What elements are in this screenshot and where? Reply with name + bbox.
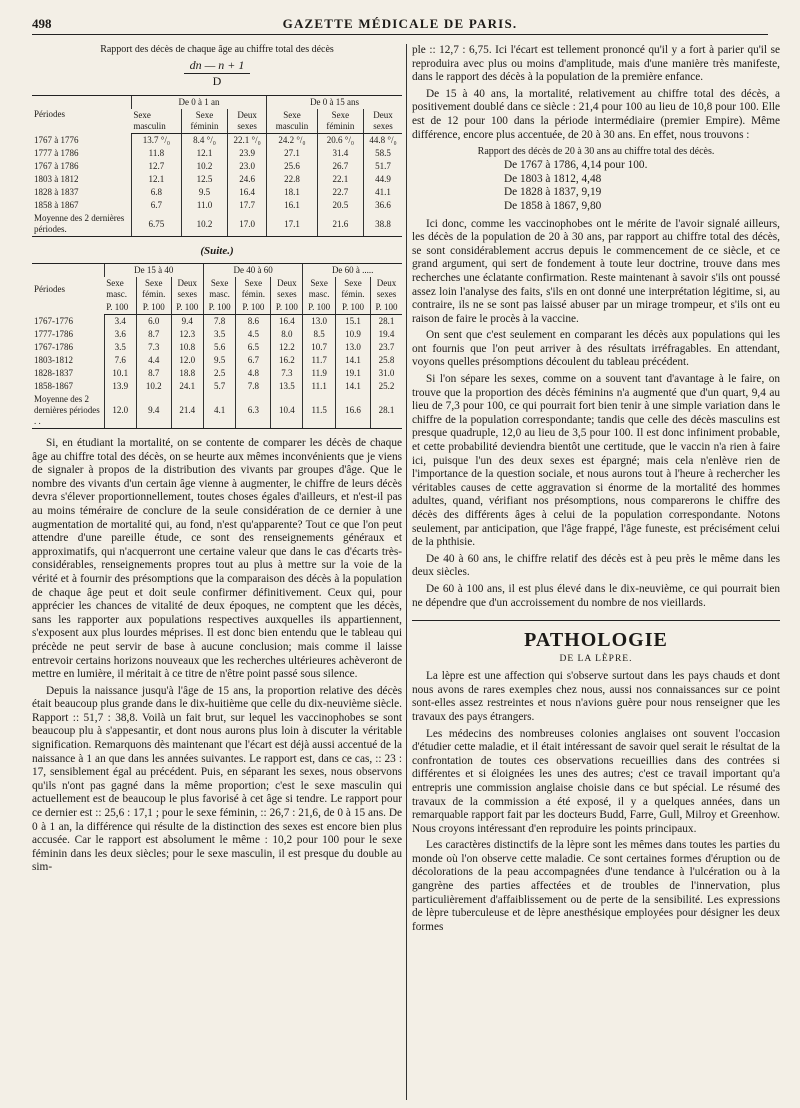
ratio-row: De 1803 à 1812, 4,48 <box>504 172 602 185</box>
value-cell: 3.4 <box>104 315 136 329</box>
table1-subheader: Sexe masculin <box>131 109 181 134</box>
table1-periodes-header: Périodes <box>32 96 131 134</box>
value-cell: 4.5 <box>236 328 271 341</box>
value-cell: 22.7 <box>317 186 363 199</box>
value-cell: 17.7 <box>228 199 267 212</box>
period-cell: 1767-1776 <box>34 315 73 326</box>
unit-label: P. 100 <box>303 301 336 315</box>
value-cell: 11.5 <box>303 393 336 429</box>
table2-subheader: Sexe fémin. <box>136 277 171 301</box>
value-cell: 4.1 <box>203 393 236 429</box>
value-cell: 28.1 <box>370 393 402 429</box>
value-cell: 14.1 <box>335 354 370 367</box>
value-cell: 12.7 <box>131 160 181 173</box>
value-cell: 44.9 <box>363 173 402 186</box>
table2-subheader: Sexe masc. <box>106 278 127 299</box>
value-cell: 8.7 <box>136 367 171 380</box>
value-cell: 36.6 <box>363 199 402 212</box>
value-cell: 13.7 °/₀ <box>131 134 181 148</box>
page-number: 498 <box>32 16 52 31</box>
period-cell: Moyenne des 2 dernières périodes . . <box>32 393 104 429</box>
table-row <box>32 380 402 393</box>
formula-numerator: dn — n + 1 <box>184 58 251 74</box>
table1-subheader: Sexe féminin <box>181 109 227 134</box>
value-cell: 12.2 <box>271 341 303 354</box>
value-cell: 16.2 <box>271 354 303 367</box>
table1-caption: Rapport des décès de chaque âge au chiffre total des décès <box>100 44 334 55</box>
table2-group-header: De 15 à 40 <box>104 264 203 278</box>
value-cell: 10.4 <box>271 393 303 429</box>
value-cell: 19.1 <box>335 367 370 380</box>
value-cell: 23.9 <box>228 147 267 160</box>
table1-group-header: De 0 à 15 ans <box>267 96 402 110</box>
value-cell: 11.0 <box>181 199 227 212</box>
left-article-text <box>32 437 402 875</box>
value-cell: 41.1 <box>363 186 402 199</box>
value-cell: 8.4 °/₀ <box>181 134 227 148</box>
paragraph: Si l'on sépare les sexes, comme on a souvent tant d'avantage à le faire, on trouve que la proportion des décès féminins n'a augmenté que d'un quart, 9,4 au lieu de 7,3 pour 100, ce qui pourrait fort bien tenir à une simple variation dans le chiffre de la population correspondante; tandis que celle des décès masculins est presque quadruple, 12,0 au lieu de 3,5 pour 100. Il est donc infiniment probable, et cette probabilité deviendra bientôt une certitude, que le vaccin n'a rien à faire ici, puisque l'un des deux sexes est épargné; mais cela n'enlève rien de l'importance de la question sociale, et nous aurons tout à l'heure à rechercher les véritables causes de cette aggravation si énorme de la mortalité des hommes adultes, quand, vérifiant nos présomptions, nous comparerons le chiffre des décès des différents âges à celui de la population correspondante. Notons seulement, par anticipation, que l'âge frappé, l'âge funeste, est précisément celui de la phthisie. <box>412 373 780 549</box>
period-cell: 1803-1812 <box>34 355 73 365</box>
ratio-row: De 1858 à 1867, 9,80 <box>504 199 602 212</box>
value-cell: 51.7 <box>363 160 402 173</box>
value-cell: 16.4 <box>228 186 267 199</box>
mortality-table-15-plus <box>32 263 402 429</box>
value-cell: 3.6 <box>104 328 136 341</box>
paragraph: Si, en étudiant la mortalité, on se contente de comparer les décès de chaque âge au chiffre total des décès, on se heurte aux mêmes inconvénients que je viens de signaler à propos de la distribution des vivants par groupes d'âge. Que le nombre des vivants d'un certain âge vienne à augmenter, le chiffre de leurs décès devra s'élever proportionnellement, toutes choses égales d'ailleurs, et n'est-il pas au moins téméraire de conclure de la seule considération de ce dernier à une augmentation de mortalité qui, au fond, n'est qu'apparente? Tout ce que l'on peut attendre d'une pareille étude, ce sont des renseignements généraux et approximatifs, qui n'acquerront une certaine valeur que dans le cas d'écarts très-considérables, renseignements propres tout au plus à mettre sur la voie de la vérité et à fournir des présomptions que la comparaison des décès à la population de chaque âge peut et doit seule confirmer définitivement. Ceux qui, pour apprécier les chances de vitalité de deux époques, ne comptent que les décès, sans les rapporter aux populations respectives auxquelles ils appartiennent, s'exposent aux plus lourdes méprises. Il est donc bien entendu que le tableau qui précède ne peut servir de base à aucune conclusion; mais comme il laisse entrevoir certains horizons nouveaux que les recherches ultérieures achèveront de mettre en lumière, il méritait à ce titre de n'être point passé sous silence. <box>32 437 402 681</box>
period-cell: 1828 à 1837 <box>34 187 79 197</box>
value-cell: 12.3 <box>171 328 203 341</box>
value-cell: 19.4 <box>370 328 402 341</box>
period-cell: 1767 à 1776 <box>34 134 79 145</box>
table2-suite-label: (Suite.) <box>200 245 234 257</box>
column-divider <box>406 44 407 1100</box>
paragraph: On sent que c'est seulement en comparant les décès aux populations qui les ont fournis que l'on peut arriver à des résultats irréfragables. En attendant, voyons quelles présomptions découlent du tableau précédent. <box>412 329 780 369</box>
value-cell: 22.1 <box>317 173 363 186</box>
period-cell: 1777 à 1786 <box>34 148 79 158</box>
value-cell: 5.7 <box>203 380 236 393</box>
table2-group-header: De 40 à 60 <box>203 264 303 278</box>
value-cell: 10.2 <box>181 160 227 173</box>
table2-subheader: Deux sexes <box>271 277 303 301</box>
table-row <box>32 173 402 186</box>
table1-subheader: Deux sexes <box>228 109 267 134</box>
value-cell: 21.6 <box>317 212 363 237</box>
unit-label: P. 100 <box>370 301 402 315</box>
table1-subheader: Sexe féminin <box>317 109 363 134</box>
value-cell: 12.5 <box>181 173 227 186</box>
value-cell: 7.8 <box>203 315 236 329</box>
value-cell: 4.4 <box>136 354 171 367</box>
table2-subheader: Sexe masc. <box>303 277 336 301</box>
period-cell: 1767 à 1786 <box>34 161 79 171</box>
value-cell: 10.2 <box>136 380 171 393</box>
value-cell: 3.5 <box>203 328 236 341</box>
value-cell: 6.75 <box>131 212 181 237</box>
value-cell: 24.1 <box>171 380 203 393</box>
paragraph: De 15 à 40 ans, la mortalité, relativement au chiffre total des décès, a positivement doublé dans ce siècle : 21,4 pour 100 au lieu de 10,8 pour 100. Elle est de 12 pour 100 dans la période intermédiaire (premier Empire). Même différence, encore plus accentuée, de 20 à 30 ans. En effet, nous trouvons : <box>412 87 780 141</box>
value-cell: 6.7 <box>131 199 181 212</box>
table1-group-header: De 0 à 1 an <box>131 96 266 110</box>
value-cell: 15.1 <box>335 315 370 329</box>
value-cell: 7.8 <box>236 380 271 393</box>
period-cell: 1803 à 1812 <box>34 174 79 184</box>
table-row <box>32 160 402 173</box>
value-cell: 11.8 <box>131 147 181 160</box>
table2-subheader: Deux sexes <box>370 277 402 301</box>
unit-label: P. 100 <box>203 301 236 315</box>
mortality-table-0-15 <box>32 95 402 237</box>
ratio-row: De 1767 à 1786, 4,14 pour 100. <box>504 159 648 172</box>
unit-label: P. 100 <box>136 301 171 315</box>
table1-formula <box>32 58 402 89</box>
value-cell: 23.0 <box>228 160 267 173</box>
table-row <box>32 341 402 354</box>
value-cell: 6.3 <box>236 393 271 429</box>
value-cell: 24.6 <box>228 173 267 186</box>
value-cell: 22.1 °/₀ <box>228 134 267 148</box>
section-subtitle: DE LA LÈPRE. <box>559 654 633 665</box>
section-title: PATHOLOGIE <box>524 629 668 652</box>
unit-label: P. 100 <box>236 301 271 315</box>
value-cell: 10.1 <box>104 367 136 380</box>
table-row <box>32 147 402 160</box>
value-cell: 7.6 <box>104 354 136 367</box>
value-cell: 10.7 <box>303 341 336 354</box>
value-cell: 14.1 <box>335 380 370 393</box>
table-row <box>32 315 402 329</box>
table2-group-header: De 60 à ..... <box>303 264 402 278</box>
page-header <box>32 14 768 35</box>
value-cell: 16.6 <box>335 393 370 429</box>
table-row <box>32 199 402 212</box>
value-cell: 3.5 <box>104 341 136 354</box>
value-cell: 10.2 <box>181 212 227 237</box>
value-cell: 31.0 <box>370 367 402 380</box>
table-row <box>32 393 402 429</box>
paragraph: Depuis la naissance jusqu'à l'âge de 15 ans, la proportion relative des décès était beaucoup plus grande dans le dix-huitième que celle du dix-neuvième siècle. Rapport :: 51,7 : 38,8. Voilà un fait brut, sur lequel les vaccinophobes se sont beaucoup plu à s'appesantir, et dont nous aurons plus loin à discuter la véritable signification. Remarquons dès maintenant que l'écart est déjà aussi accentué de la naissance à 1 an que dans les années suivantes. Le rapport est, dans ce cas, :: 23 : 17, sensiblement égal au précédent. Puis, en séparant les sexes, nous observons qu'ils n'ont pas gagné dans la même proportion; c'est le sexe masculin qui actuellement est de beaucoup le plus favorisé à cet âge si tendre. Le rapport pour ce dernier est :: 25,6 : 17,1 ; pour le sexe féminin, :: 26,7 : 21,6, de 0 à 15 ans. De 0 à 1 an, la différence qui résulte de la distinction des sexes est encore bien plus accusée. Car le rapport est absolument le même : 10,2 pour 100 pour le sexe féminin dans les deux siècles; pour le sexe masculin, il est presque du double au sim- <box>32 684 402 874</box>
value-cell: 13.9 <box>104 380 136 393</box>
unit-label: P. 100 <box>171 301 203 315</box>
table-row <box>32 354 402 367</box>
value-cell: 9.4 <box>136 393 171 429</box>
value-cell: 20.6 °/₀ <box>317 134 363 148</box>
value-cell: 7.3 <box>271 367 303 380</box>
journal-title: GAZETTE MÉDICALE DE PARIS. <box>282 16 518 31</box>
value-cell: 12.1 <box>181 147 227 160</box>
value-cell: 17.1 <box>267 212 318 237</box>
value-cell: 6.8 <box>131 186 181 199</box>
value-cell: 25.2 <box>370 380 402 393</box>
value-cell: 10.8 <box>171 341 203 354</box>
period-cell: Moyenne des 2 dernières périodes. <box>32 212 131 237</box>
value-cell: 16.1 <box>267 199 318 212</box>
value-cell: 10.9 <box>335 328 370 341</box>
value-cell: 6.7 <box>236 354 271 367</box>
paragraph: Les médecins des nombreuses colonies anglaises ont souvent l'occasion d'étudier cette maladie, et il était intéressant de savoir quel serait le résultat de la confrontation de toutes ces observations recueillies dans des contrées si différentes et si éloignées les unes des autres; c'est ce travail important qu'a entrepris une commission anglaise choisie dans ce but spécial. Le résumé des travaux de la commission a été exposé, il y a quelques années, dans un remarquable rapport fait par les docteurs Budd, Farre, Gull, Milroy et Greenhow. Nous croyons intéressant d'en reproduire les points principaux. <box>412 727 780 835</box>
period-cell: 1828-1837 <box>34 368 73 378</box>
value-cell: 31.4 <box>317 147 363 160</box>
value-cell: 26.7 <box>317 160 363 173</box>
table-row <box>32 134 402 148</box>
table-row <box>32 367 402 380</box>
value-cell: 22.8 <box>267 173 318 186</box>
table2-subheader: Sexe masc. <box>203 277 236 301</box>
period-cell: 1858 à 1867 <box>34 200 79 210</box>
value-cell: 21.4 <box>171 393 203 429</box>
paragraph: De 40 à 60 ans, le chiffre relatif des décès est à peu près le même dans les deux siècles. <box>412 552 780 579</box>
table2-subheader: Sexe fémin. <box>236 277 271 301</box>
unit-label: P. 100 <box>104 301 136 315</box>
table-row <box>32 186 402 199</box>
table-row <box>32 212 402 237</box>
value-cell: 25.8 <box>370 354 402 367</box>
period-cell: 1767-1786 <box>34 342 73 352</box>
value-cell: 13.0 <box>303 315 336 329</box>
value-cell: 9.5 <box>203 354 236 367</box>
value-cell: 13.5 <box>271 380 303 393</box>
value-cell: 9.5 <box>181 186 227 199</box>
value-cell: 5.6 <box>203 341 236 354</box>
table-row <box>32 328 402 341</box>
value-cell: 20.5 <box>317 199 363 212</box>
value-cell: 28.1 <box>370 315 402 329</box>
value-cell: 24.2 °/₀ <box>267 134 318 148</box>
paragraph: La lèpre est une affection qui s'observe surtout dans les pays chauds et dont nous avons de rares exemples chez nous, aussi nos connaissances sur ce point sont-elles assez restreintes et nous n'avions guère pour nous renseigner que les travaux des pays étrangers. <box>412 670 780 723</box>
unit-label: P. 100 <box>335 301 370 315</box>
value-cell: 11.1 <box>303 380 336 393</box>
value-cell: 25.6 <box>267 160 318 173</box>
value-cell: 23.7 <box>370 341 402 354</box>
table1-subheader: Sexe masculin <box>267 109 318 134</box>
value-cell: 8.6 <box>236 315 271 329</box>
value-cell: 6.5 <box>236 341 271 354</box>
value-cell: 16.4 <box>271 315 303 329</box>
table2-subheader: Sexe fémin. <box>335 277 370 301</box>
value-cell: 17.0 <box>228 212 267 237</box>
paragraph: De 60 à 100 ans, il est plus élevé dans le dix-neuvième, ce qui pourrait bien ne dépendre que d'un accroissement du nombre de nos vieillards. <box>412 582 780 609</box>
table1-subheader: Deux sexes <box>363 109 402 134</box>
value-cell: 38.8 <box>363 212 402 237</box>
formula-denominator: D <box>212 74 222 88</box>
value-cell: 2.5 <box>203 367 236 380</box>
paragraph: ple :: 12,7 : 6,75. Ici l'écart est tellement prononcé qu'il y a fort à parier qu'il se reproduira avec plus ou moins d'amplitude, mais d'une manière très manifeste, dans le rapport des décès à la population de la première enfance. <box>412 44 780 84</box>
unit-label: P. 100 <box>271 301 303 315</box>
value-cell: 7.3 <box>136 341 171 354</box>
value-cell: 8.5 <box>303 328 336 341</box>
value-cell: 4.8 <box>236 367 271 380</box>
value-cell: 12.0 <box>171 354 203 367</box>
right-column <box>412 44 780 1100</box>
value-cell: 8.7 <box>136 328 171 341</box>
value-cell: 13.0 <box>335 341 370 354</box>
value-cell: 44.8 °/₀ <box>363 134 402 148</box>
pathologie-section <box>412 620 780 664</box>
table2-periodes-header: Périodes <box>32 264 104 315</box>
value-cell: 18.1 <box>267 186 318 199</box>
value-cell: 9.4 <box>171 315 203 329</box>
value-cell: 8.0 <box>271 328 303 341</box>
value-cell: 6.0 <box>136 315 171 329</box>
left-column <box>32 44 402 1100</box>
table2-subheader: Deux sexes <box>171 277 203 301</box>
value-cell: 12.1 <box>131 173 181 186</box>
ratio-row: De 1828 à 1837, 9,19 <box>504 186 602 199</box>
value-cell: 11.7 <box>303 354 336 367</box>
value-cell: 18.8 <box>171 367 203 380</box>
period-cell: 1858-1867 <box>34 381 73 391</box>
period-cell: 1777-1786 <box>34 329 73 339</box>
value-cell: 58.5 <box>363 147 402 160</box>
ratio-20-30-caption: Rapport des décès de 20 à 30 ans au chiffre total des décès. <box>477 146 715 158</box>
paragraph: Ici donc, comme les vaccinophobes ont le mérite de l'avoir signalé ailleurs, les décès de la population de 20 à 30 ans, par rapport au chiffre total des décès, se sont considérablement accrus depuis le commencement de ce siècle, et ce grand argument, qui sert de fondement à toute leur doctrine, trouve dans mes recherches une éclatante confirmation. Reste maintenant à savoir s'ils ont poussé assez loin l'analyse des faits, s'ils en ont donné une interprétation légitime, si, au contraire, ils ne se sont pas laissé abuser par un mirage trompeur, et s'ils ont eu raison de faire le procès à la vaccine. <box>412 217 780 325</box>
value-cell: 11.9 <box>303 367 336 380</box>
paragraph: Les caractères distinctifs de la lèpre sont les mêmes dans toutes les parties du monde où l'on observe cette maladie. Ce sont certaines formes d'éruption ou de décolorations de la peau accompagnées d'une tendance à l'ulcération ou à la gangrène des parties affectées et de troubles de l'innervation, plus particulièrement d'affaiblissement ou de perte de la sensibilité. Les expressions de lèpre tuberculeuse et de lèpre anesthésique employées pour désigner les deux formes <box>412 839 780 933</box>
value-cell: 12.0 <box>104 393 136 429</box>
value-cell: 27.1 <box>267 147 318 160</box>
